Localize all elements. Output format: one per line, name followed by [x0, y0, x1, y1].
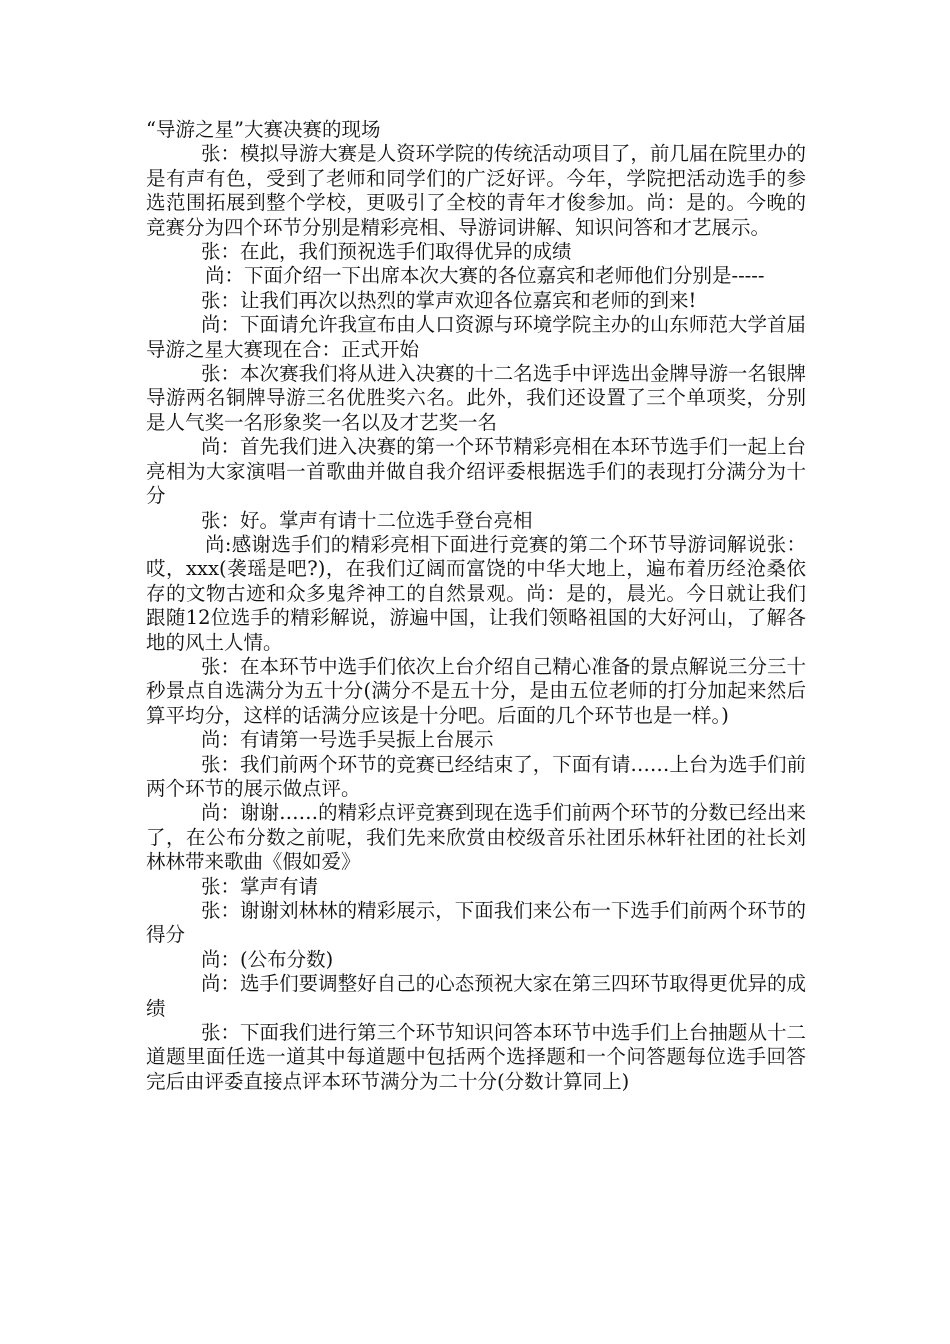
- paragraph-applause: 张：掌声有请: [201, 874, 319, 898]
- document-title: “导游之星”大赛决赛的现场: [146, 118, 381, 141]
- paragraph-encourage: 尚：选手们要调整好自己的心态预祝大家在第三四环节取得更优异的成绩: [146, 972, 806, 1020]
- paragraph-wish: 张：在此，我们预祝选手们取得优异的成绩: [201, 240, 572, 264]
- paragraph-guests: 尚：下面介绍一下出席本次大赛的各位嘉宾和老师他们分别是-----: [205, 264, 765, 288]
- paragraph-round-two-rules: 张：在本环节中选手们依次上台介绍自己精心准备的景点解说三分三十秒景点自选满分为五十分(满分不是五十分，是由五位老师的打分加起来然后算平均分，这样的话满分应该是十分吧。后面的几个环节也是一样。): [146, 654, 806, 727]
- paragraph-song: 尚：谢谢……的精彩点评竞赛到现在选手们前两个环节的分数已经出来了，在公布分数之前呢，我们先来欣赏由校级音乐社团乐林轩社团的社长刘林林带来歌曲《假如爱》: [146, 801, 806, 874]
- paragraph-contestants-on-stage: 张：好。掌声有请十二位选手登台亮相: [201, 508, 533, 532]
- paragraph-scores: 尚：(公布分数): [201, 947, 334, 971]
- paragraph-welcome: 张：让我们再次以热烈的掌声欢迎各位嘉宾和老师的到来!: [201, 288, 697, 312]
- paragraph-round-two: 尚:感谢选手们的精彩亮相下面进行竞赛的第二个环节导游词解说张：哎，xxx(袭瑶是吧?)，在我们辽阔而富饶的中华大地上，遍布着历经沧桑依存的文物古迹和众多鬼斧神工的自然景观。尚：是的，晨光。今日就让我们跟随12位选手的精彩解说，游遍中国，让我们领略祖国的大好河山，了解各地的风土人情。: [146, 532, 806, 654]
- paragraph-opening: 尚：下面请允许我宣布由人口资源与环境学院主办的山东师范大学首届导游之星大赛现在合：正式开始: [146, 313, 806, 361]
- paragraph-round-one: 尚：首先我们进入决赛的第一个环节精彩亮相在本环节选手们一起上台亮相为大家演唱一首歌曲并做自我介绍评委根据选手们的表现打分满分为十分: [146, 435, 806, 508]
- paragraph-scores-intro: 张：谢谢刘林林的精彩展示，下面我们来公布一下选手们前两个环节的得分: [146, 899, 806, 947]
- paragraph-round-three: 张：下面我们进行第三个环节知识问答本环节中选手们上台抽题从十二道题里面任选一道其中每道题中包括两个选择题和一个问答题每位选手回答完后由评委直接点评本环节满分为二十分(分数计算同上): [146, 1021, 806, 1093]
- document-page: [146, 118, 806, 1094]
- paragraph-intro: 张：模拟导游大赛是人资环学院的传统活动项目了，前几届在院里办的是有声有色，受到了老师和同学们的广泛好评。今年，学院把活动选手的参选范围拓展到整个学校，更吸引了全校的青年才俊参加。尚：是的。今晚的竞赛分为四个环节分别是精彩亮相、导游词讲解、知识问答和才艺展示。: [146, 142, 806, 239]
- paragraph-first-contestant: 尚：有请第一号选手吴振上台展示: [201, 728, 494, 752]
- paragraph-awards: 张：本次赛我们将从进入决赛的十二名选手中评选出金牌导游一名银牌导游两名铜牌导游三名优胜奖六名。此外，我们还设置了三个单项奖，分别是人气奖一名形象奖一名以及才艺奖一名: [146, 362, 806, 434]
- paragraph-review: 张：我们前两个环节的竞赛已经结束了，下面有请……上台为选手们前两个环节的展示做点评。: [146, 752, 806, 800]
